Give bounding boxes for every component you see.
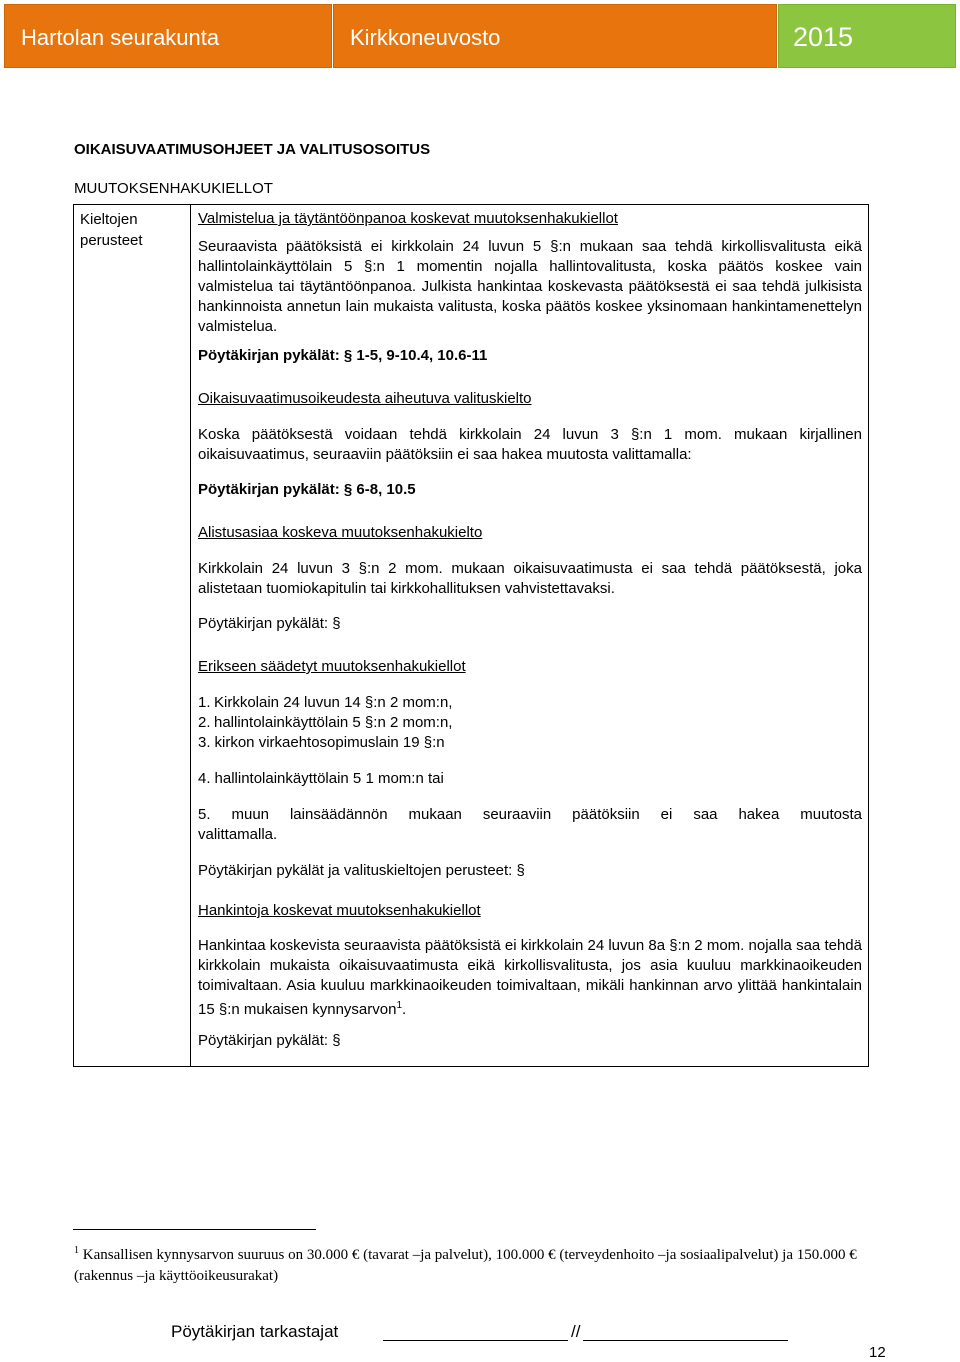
signature-separator: // <box>571 1322 581 1341</box>
section-2-pykalat-label: Pöytäkirjan pykälät: <box>198 481 340 498</box>
footnote <box>74 1240 894 1287</box>
section-4-pykalat: Pöytäkirjan pykälät ja valituskieltojen perusteet: § <box>198 862 525 879</box>
list-item-text: hallintolainkäyttölain 5 §:n 2 mom:n, <box>214 714 453 731</box>
section-3-paragraph: Kirkkolain 24 luvun 3 §:n 2 mom. mukaan oikaisuvaatimusta ei saa tehdä päätöksestä, joka alistetaan tuomiokapitulin tai kirkkohallituksen vahvistettavaksi. <box>198 560 862 597</box>
section-2-paragraph: Koska päätöksestä voidaan tehdä kirkkolain 24 luvun 3 §:n 1 mom. mukaan kirjallinen oikaisuvaatimus, seuraaviin päätöksiin ei saa hakea muutosta valittamalla: <box>198 426 862 463</box>
section-1-title: Valmistelua ja täytäntöönpanoa koskevat muutoksenhakukiellot <box>198 210 618 227</box>
list-item-number: 1. <box>198 694 211 711</box>
list-item-number: 5. <box>198 806 211 823</box>
footnote-text: Kansallisen kynnysarvon suuruus on 30.000 € (tavarat –ja palvelut), 100.000 € (terveydenhoito –ja sosiaalipalvelut) ja 150.000 € (rakennus –ja käyttöoikeusurakat) <box>74 1247 857 1284</box>
list-item-text: muun lainsäädännön mukaan seuraaviin päätöksiin ei saa hakea muutosta valittamalla. <box>198 806 862 843</box>
list-item <box>198 693 452 713</box>
header-year-box <box>778 4 956 68</box>
left-label-line-2: perusteet <box>80 232 143 249</box>
page-header <box>0 0 960 74</box>
header-body-box <box>333 4 777 68</box>
list-item-number: 2. <box>198 714 211 731</box>
section-2-pykalat <box>198 480 862 500</box>
section-5-text: Hankintaa koskevista seuraavista päätöksistä ei kirkkolain 24 luvun 8a §:n 2 mom. nojalla saa tehdä kirkkolain mukaista oikaisuvaatimusta eikä kirkollisvalitusta, jos asia kuuluu markkinaoikeuden toimivaltaan. Asia kuuluu markkinaoikeuden toimivaltaan, mikäli hankinnan arvo ylittää hankintalain 15 §:n mukaisen kynnysarvon <box>198 937 862 1018</box>
section-3-pykalat: Pöytäkirjan pykälät: § <box>198 615 341 632</box>
list-item <box>198 769 444 789</box>
section-5-title: Hankintoja koskevat muutoksenhakukiellot <box>198 902 481 919</box>
section-1-pykalat-value: § 1-5, 9-10.4, 10.6-11 <box>343 347 488 364</box>
footnote-separator <box>73 1229 316 1230</box>
footnote-reference: 1 <box>396 1000 403 1011</box>
document-subtitle: MUUTOKSENHAKUKIELLOT <box>74 180 273 197</box>
section-2-pykalat-value: § 6-8, 10.5 <box>343 481 416 498</box>
left-label-line-1: Kieltojen <box>80 211 138 228</box>
header-year: 2015 <box>793 22 854 52</box>
header-body: Kirkkoneuvosto <box>350 25 501 50</box>
list-item <box>198 713 452 733</box>
list-item <box>198 733 445 753</box>
list-item-text: hallintolainkäyttölain 5 1 mom:n tai <box>214 770 444 787</box>
table-left-label <box>80 209 185 251</box>
section-5-paragraph <box>198 936 862 1020</box>
header-organization: Hartolan seurakunta <box>21 25 220 50</box>
list-item-text: Kirkkolain 24 luvun 14 §:n 2 mom:n, <box>214 694 453 711</box>
signature-label: Pöytäkirjan tarkastajat <box>171 1322 339 1341</box>
section-4-title: Erikseen säädetyt muutoksenhakukiellot <box>198 658 466 675</box>
section-3-title: Alistusasiaa koskeva muutoksenhakukielto <box>198 524 483 541</box>
document-title: OIKAISUVAATIMUSOHJEET JA VALITUSOSOITUS <box>74 141 431 158</box>
section-1-pykalat <box>198 346 862 366</box>
header-organization-box <box>4 4 332 68</box>
list-item-text: kirkon virkaehtosopimuslain 19 §:n <box>214 734 445 751</box>
footnote-marker: 1 <box>74 1245 79 1256</box>
list-item-number: 4. <box>198 770 211 787</box>
section-5-pykalat: Pöytäkirjan pykälät: § <box>198 1032 341 1049</box>
page-number: 12 <box>869 1344 886 1361</box>
table-column-divider <box>190 204 191 1067</box>
signature-line-1 <box>383 1340 568 1341</box>
section-5-text-end: . <box>402 1001 407 1018</box>
list-item-number: 3. <box>198 734 211 751</box>
list-item <box>198 805 862 845</box>
section-1-paragraph: Seuraavista päätöksistä ei kirkkolain 24 luvun 5 §:n mukaan saa tehdä kirkollisvalitusta eikä hallintolainkäyttölain 5 §:n 1 momentin nojalla hallintovalitusta, koska päätös koskee vain valmistelua tai täytäntöönpanoa. Julkista hankintaa koskevasta päätöksestä ei saa tehdä julkisista hankinnoista annetun lain mukaista valitusta, koska päätös koskee yksinomaan hankintamenettelyn valmistelua. <box>198 238 862 335</box>
section-1-pykalat-label: Pöytäkirjan pykälät: <box>198 347 340 364</box>
section-2-title: Oikaisuvaatimusoikeudesta aiheutuva valituskielto <box>198 390 532 407</box>
signature-line-2 <box>583 1340 788 1341</box>
